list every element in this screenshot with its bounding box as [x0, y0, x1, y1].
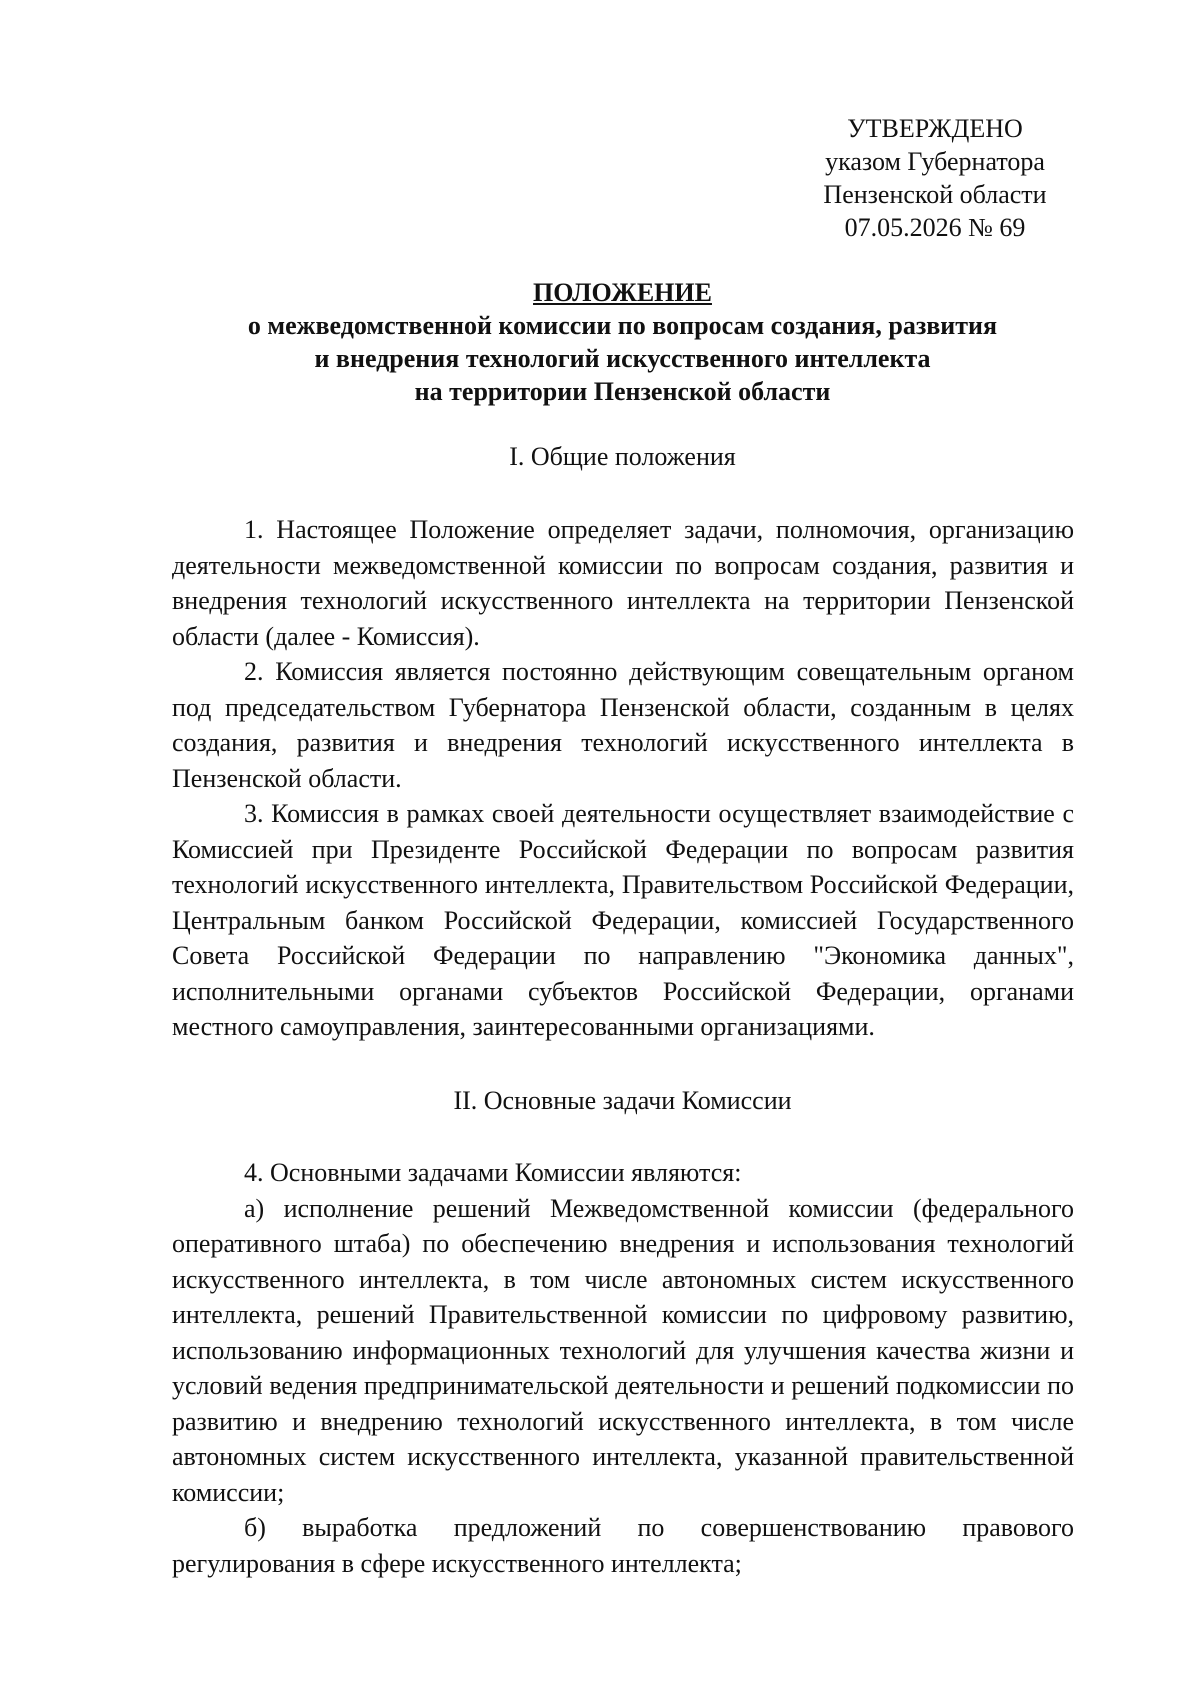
approval-stamp	[810, 112, 1060, 244]
section-tasks-body	[172, 1155, 1074, 1581]
document-title-line: о межведомственной комиссии по вопросам создания, развития	[247, 311, 998, 340]
document-title-main: ПОЛОЖЕНИЕ	[533, 278, 712, 307]
document-title	[170, 276, 1075, 408]
paragraph-3: 3. Комиссия в рамках своей деятельности осуществляет взаимодействие с Комиссией при Президенте Российской Федерации по вопросам развития технологий искусственного интеллекта, Правительством Российской Федерации, Центральным банком Российской Федерации, комиссией Государственного Совета Российской Федерации по направлению "Экономика данных", исполнительными органами субъектов Российской Федерации, органами местного самоуправления, заинтересованными организациями.	[172, 799, 1074, 1041]
section-heading-tasks: II. Основные задачи Комиссии	[453, 1086, 792, 1115]
approval-date-number: 07.05.2026 № 69	[844, 213, 1026, 242]
approval-authority: указом Губернатора	[825, 147, 1045, 176]
approval-region: Пензенской области	[823, 180, 1047, 209]
section-general-body	[172, 512, 1074, 1045]
approval-status: УТВЕРЖДЕНО	[847, 114, 1023, 143]
paragraph-1: 1. Настоящее Положение определяет задачи, полномочия, организацию деятельности межведомственной комиссии по вопросам создания, развития и внедрения технологий искусственного интеллекта на территории Пензенской области (далее - Комиссия).	[172, 515, 1074, 651]
section-heading-general: I. Общие положения	[509, 442, 736, 471]
paragraph-4: 4. Основными задачами Комиссии являются:	[244, 1158, 742, 1187]
document-title-line: и внедрения технологий искусственного интеллекта	[314, 344, 931, 373]
task-item-b: б) выработка предложений по совершенствованию правового регулирования в сфере искусственного интеллекта;	[172, 1513, 1074, 1578]
document-title-line: на территории Пензенской области	[414, 377, 831, 406]
paragraph-2: 2. Комиссия является постоянно действующим совещательным органом под председательством Губернатора Пензенской области, созданным в целях создания, развития и внедрения технологий искусственного интеллекта в Пензенской области.	[172, 657, 1074, 793]
task-item-a: а) исполнение решений Межведомственной комиссии (федерального оперативного штаба) по обеспечению внедрения и использования технологий искусственного интеллекта, в том числе автономных систем искусственного интеллекта, решений Правительственной комиссии по цифровому развитию, использованию информационных технологий для улучшения качества жизни и условий ведения предпринимательской деятельности и решений подкомиссии по развитию и внедрению технологий искусственного интеллекта, в том числе автономных систем искусственного интеллекта, указанной правительственной комиссии;	[172, 1193, 1074, 1507]
